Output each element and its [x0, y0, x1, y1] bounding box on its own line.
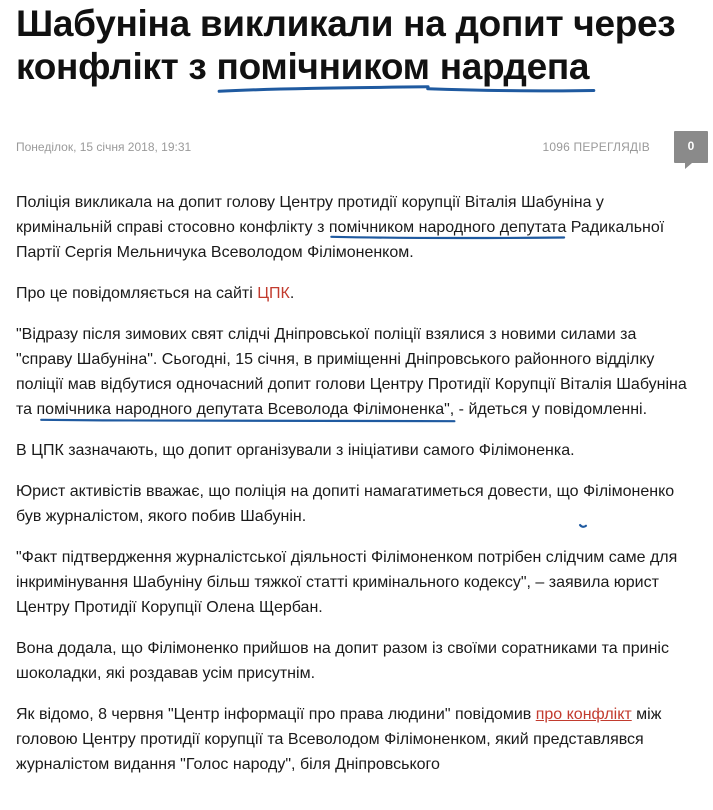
paragraph-5 [16, 479, 688, 529]
headline-highlight-assistant [217, 46, 430, 87]
comment-count-badge[interactable]: 0 [674, 131, 708, 163]
article-headline [16, 2, 706, 88]
paragraph-1 [16, 190, 688, 265]
annotated-text: Філімоненко був журналістом [16, 483, 675, 525]
paragraph-3 [16, 322, 688, 422]
paragraph-8 [16, 702, 688, 777]
blue-underline-annotation [580, 523, 586, 530]
source-link-cpk[interactable]: ЦПК [257, 285, 290, 302]
blue-underline-annotation [37, 417, 459, 424]
paragraph-7: Вона додала, що Філімоненко прийшов на допит разом із своїми соратниками та приніс шоколадки, які роздавав усім присутнім. [16, 640, 669, 682]
headline-highlight-text: помічником [216, 46, 430, 87]
headline-highlight-text-2: нардепа [439, 46, 590, 87]
link-about-conflict[interactable]: про конфлікт [535, 706, 632, 723]
headline-space [430, 46, 440, 87]
annotated-phrase [37, 401, 445, 418]
paragraph-6: "Факт підтвердження журналістської діяльності Філімоненком потрібен слідчим саме для інкримінування Шабуніну більш тяжкої статті кримінального кодексу", – заявила юрист Центру Протидії Корупції Олена Щербан. [16, 549, 678, 616]
annotated-text: помічником народного депутата [328, 219, 567, 236]
view-count: 1096 ПЕРЕГЛЯДІВ [542, 140, 650, 154]
headline-text-start: Шабуніна викликали на допит через конфлікт з [16, 3, 676, 87]
text: Юрист активістів вважає, що поліція на допиті намагатиметься довести, що [16, 483, 583, 500]
annotated-text: помічника народного депутата Всеволода Філімоненка [36, 401, 445, 418]
paragraph-4: В ЦПК зазначають, що допит організували з ініціативи самого Філімоненка. [16, 442, 575, 459]
blue-underline-annotation [426, 86, 596, 95]
text: . [289, 285, 295, 302]
paragraph-2 [16, 281, 688, 306]
publish-date: Понеділок, 15 січня 2018, 19:31 [16, 140, 192, 154]
article-meta [16, 138, 706, 162]
text: між головою Центру протидії корупції та Всеволодом Філімоненком, який представлявся журналістом видання "Голос народу", біля Дніпровського [16, 706, 662, 773]
text: ", - йдеться у повідомленні. [444, 401, 648, 418]
text: Як відомо, 8 червня "Центр інформації про права людини" повідомив [16, 706, 536, 723]
text: , якого побив Шабунін. [139, 508, 307, 525]
headline-highlight-mp [440, 46, 590, 87]
article-body [16, 190, 688, 793]
annotated-phrase [329, 219, 566, 236]
text: Про це повідомляється на сайті [16, 285, 258, 302]
text: Поліція викликала на допит голову Центру протидії корупції Віталія Шабуніна у кримінальній справі стосовно конфлікту з [16, 194, 604, 236]
text: "Відразу після зимових свят слідчі Дніпровської поліції взялися з новими силами за "справу Шабуніна". Сьогодні, 15 січня, в приміщенні Дніпровського районного відділку поліції мав відбутися одночасний допит голови Центру Протидії Корупції Віталія Шабуніна та [16, 326, 687, 418]
text: Радикальної Партії Сергія Мельничука Всеволодом Філімоненком. [16, 219, 665, 261]
